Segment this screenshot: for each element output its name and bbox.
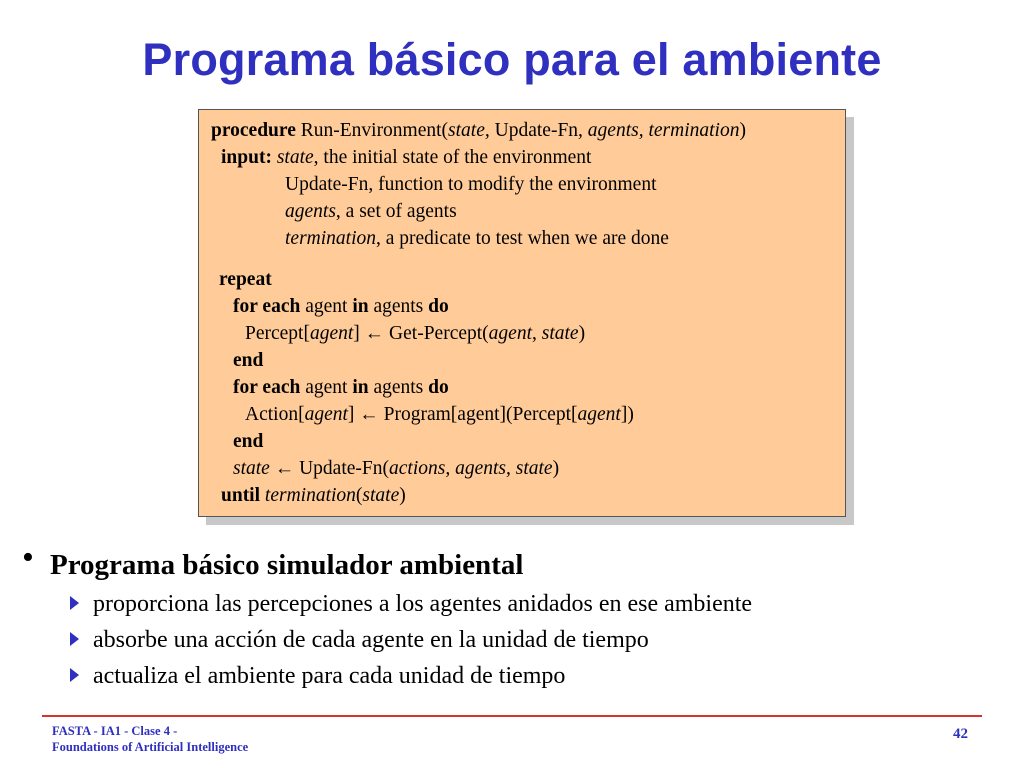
- bullet-dot-icon: •: [22, 539, 34, 576]
- code-line: termination, a predicate to test when we are done: [285, 228, 669, 249]
- code-line: for each agent in agents do: [233, 377, 449, 398]
- code-line: Percept[agent] ← Get-Percept(agent, state): [245, 323, 586, 344]
- triangle-bullet-icon: [70, 668, 79, 682]
- pseudocode-box: [198, 109, 846, 517]
- page-number: 42: [953, 726, 968, 742]
- code-line: Action[agent] ← Program[agent](Percept[agent]): [245, 404, 634, 425]
- sub-bullet-text: absorbe una acción de cada agente en la unidad de tiempo: [93, 627, 649, 653]
- slide-title: Programa básico para el ambiente: [142, 34, 882, 85]
- triangle-bullet-icon: [70, 632, 79, 646]
- sub-bullet-text: actualiza el ambiente para cada unidad de tiempo: [93, 663, 566, 689]
- code-line: repeat: [219, 269, 272, 290]
- main-bullet-text: Programa básico simulador ambiental: [50, 549, 524, 581]
- code-line: until termination(state): [221, 485, 406, 506]
- footer-line-1: FASTA - IA1 - Clase 4 -: [52, 724, 178, 738]
- code-line: for each agent in agents do: [233, 296, 449, 317]
- code-line: state ← Update-Fn(actions, agents, state): [233, 458, 560, 479]
- code-line: Update-Fn, function to modify the environment: [285, 174, 657, 195]
- footer-divider: [42, 715, 982, 717]
- code-line: end: [233, 350, 264, 371]
- code-line: end: [233, 431, 264, 452]
- code-line: input: state, the initial state of the environment: [221, 147, 592, 168]
- code-line: agents, a set of agents: [285, 201, 457, 222]
- code-line: procedure Run-Environment(state, Update-Fn, agents, termination): [211, 120, 746, 141]
- footer-course: [52, 723, 248, 755]
- triangle-bullet-icon: [70, 596, 79, 610]
- footer-line-2: Foundations of Artificial Intelligence: [52, 740, 249, 754]
- sub-bullet-text: proporciona las percepciones a los agentes anidados en ese ambiente: [93, 591, 753, 617]
